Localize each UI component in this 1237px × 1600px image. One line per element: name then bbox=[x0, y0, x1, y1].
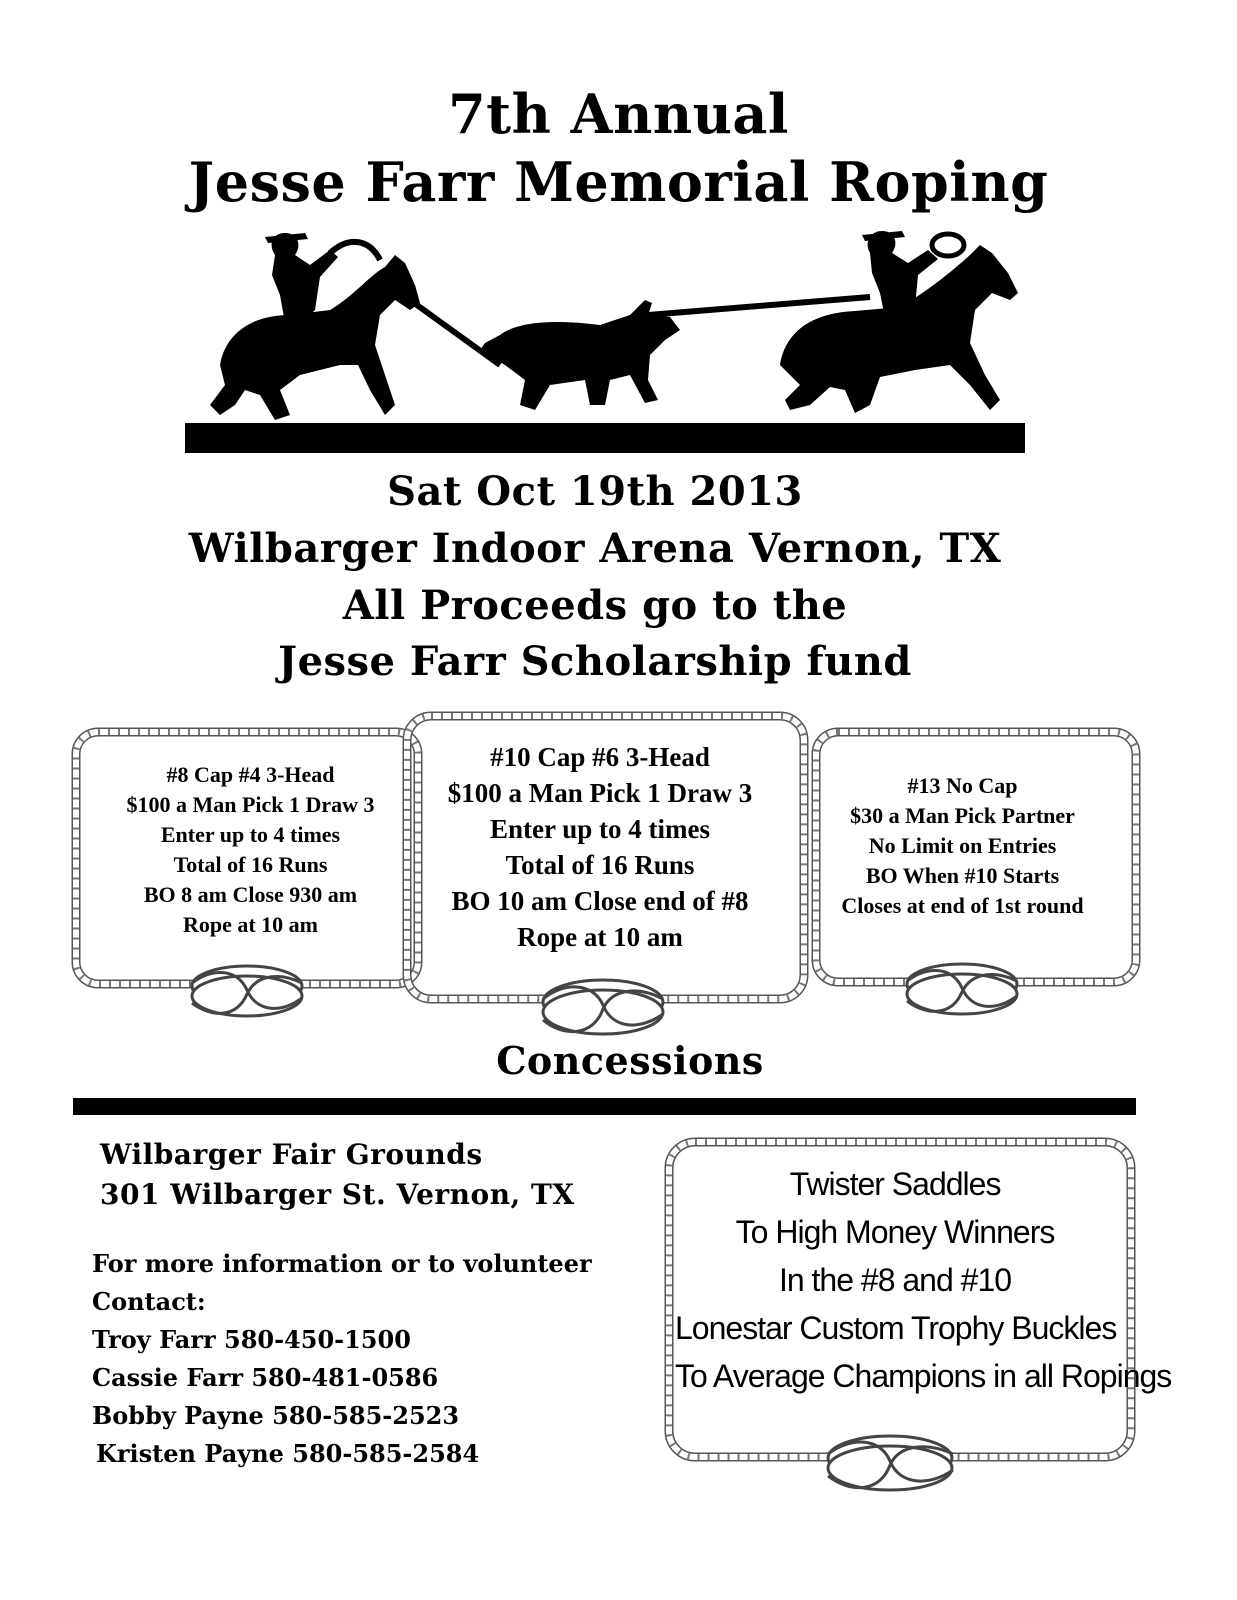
prize-line: Twister Saddles bbox=[789, 1166, 1001, 1202]
square-knot-icon bbox=[192, 966, 302, 1016]
roping-line: BO 10 am Close end of #8 bbox=[451, 886, 749, 916]
event-date: Sat Oct 19th 2013 bbox=[387, 468, 803, 515]
prize-line: Lonestar Custom Trophy Buckles bbox=[675, 1310, 1117, 1346]
roping-line: Total of 16 Runs bbox=[173, 852, 328, 877]
event-venue: Wilbarger Indoor Arena Vernon, TX bbox=[188, 525, 1002, 572]
roping-8-details bbox=[88, 764, 413, 944]
contact-person: Bobby Payne 580-585-2523 bbox=[92, 1401, 460, 1430]
roping-line: $100 a Man Pick 1 Draw 3 bbox=[447, 778, 753, 808]
roping-line: #13 No Cap bbox=[907, 773, 1018, 798]
roping-line: #10 Cap #6 3-Head bbox=[490, 742, 710, 772]
roping-line: Total of 16 Runs bbox=[505, 850, 695, 880]
square-knot-icon bbox=[828, 1436, 953, 1490]
contact-person: Cassie Farr 580-481-0586 bbox=[92, 1363, 439, 1392]
fairgrounds-name: Wilbarger Fair Grounds bbox=[100, 1138, 483, 1171]
concessions-heading: Concessions bbox=[496, 1038, 764, 1083]
roping-line: BO 8 am Close 930 am bbox=[143, 882, 358, 907]
contact-block bbox=[92, 1245, 592, 1473]
roping-line: Rope at 10 am bbox=[517, 922, 683, 952]
section-divider bbox=[73, 1098, 1136, 1115]
contact-label: Contact: bbox=[92, 1287, 206, 1316]
prize-line: To High Money Winners bbox=[735, 1214, 1055, 1250]
proceeds-line-2: Jesse Farr Scholarship fund bbox=[278, 638, 912, 685]
roping-line: $30 a Man Pick Partner bbox=[850, 803, 1075, 828]
roping-line: #8 Cap #4 3-Head bbox=[166, 762, 335, 787]
prizes-block bbox=[675, 1160, 1172, 1400]
team-roping-silhouette-icon bbox=[180, 215, 1030, 460]
proceeds-line-1: All Proceeds go to the bbox=[342, 582, 848, 629]
contact-person: Kristen Payne 580-585-2584 bbox=[96, 1439, 480, 1468]
roping-line: $100 a Man Pick 1 Draw 3 bbox=[126, 792, 375, 817]
square-knot-icon bbox=[907, 964, 1017, 1014]
prize-line: In the #8 and #10 bbox=[778, 1262, 1012, 1298]
roping-line: No Limit on Entries bbox=[868, 833, 1057, 858]
roping-line: Rope at 10 am bbox=[182, 912, 319, 937]
roping-line: BO When #10 Starts bbox=[865, 863, 1060, 888]
roping-line: Enter up to 4 times bbox=[160, 822, 341, 847]
fairgrounds-address: 301 Wilbarger St. Vernon, TX bbox=[100, 1178, 575, 1211]
square-knot-icon bbox=[543, 980, 663, 1034]
title-line-1: 7th Annual bbox=[448, 82, 789, 146]
contact-person: Troy Farr 580-450-1500 bbox=[92, 1325, 411, 1354]
roping-line: Closes at end of 1st round bbox=[841, 893, 1084, 918]
prize-line: To Average Champions in all Ropings bbox=[675, 1358, 1172, 1394]
roping-10-details bbox=[420, 744, 780, 960]
roping-line: Enter up to 4 times bbox=[490, 814, 710, 844]
contact-intro: For more information or to volunteer bbox=[92, 1249, 592, 1278]
title-line-2: Jesse Farr Memorial Roping bbox=[188, 150, 1049, 214]
roping-13-details bbox=[815, 775, 1110, 925]
